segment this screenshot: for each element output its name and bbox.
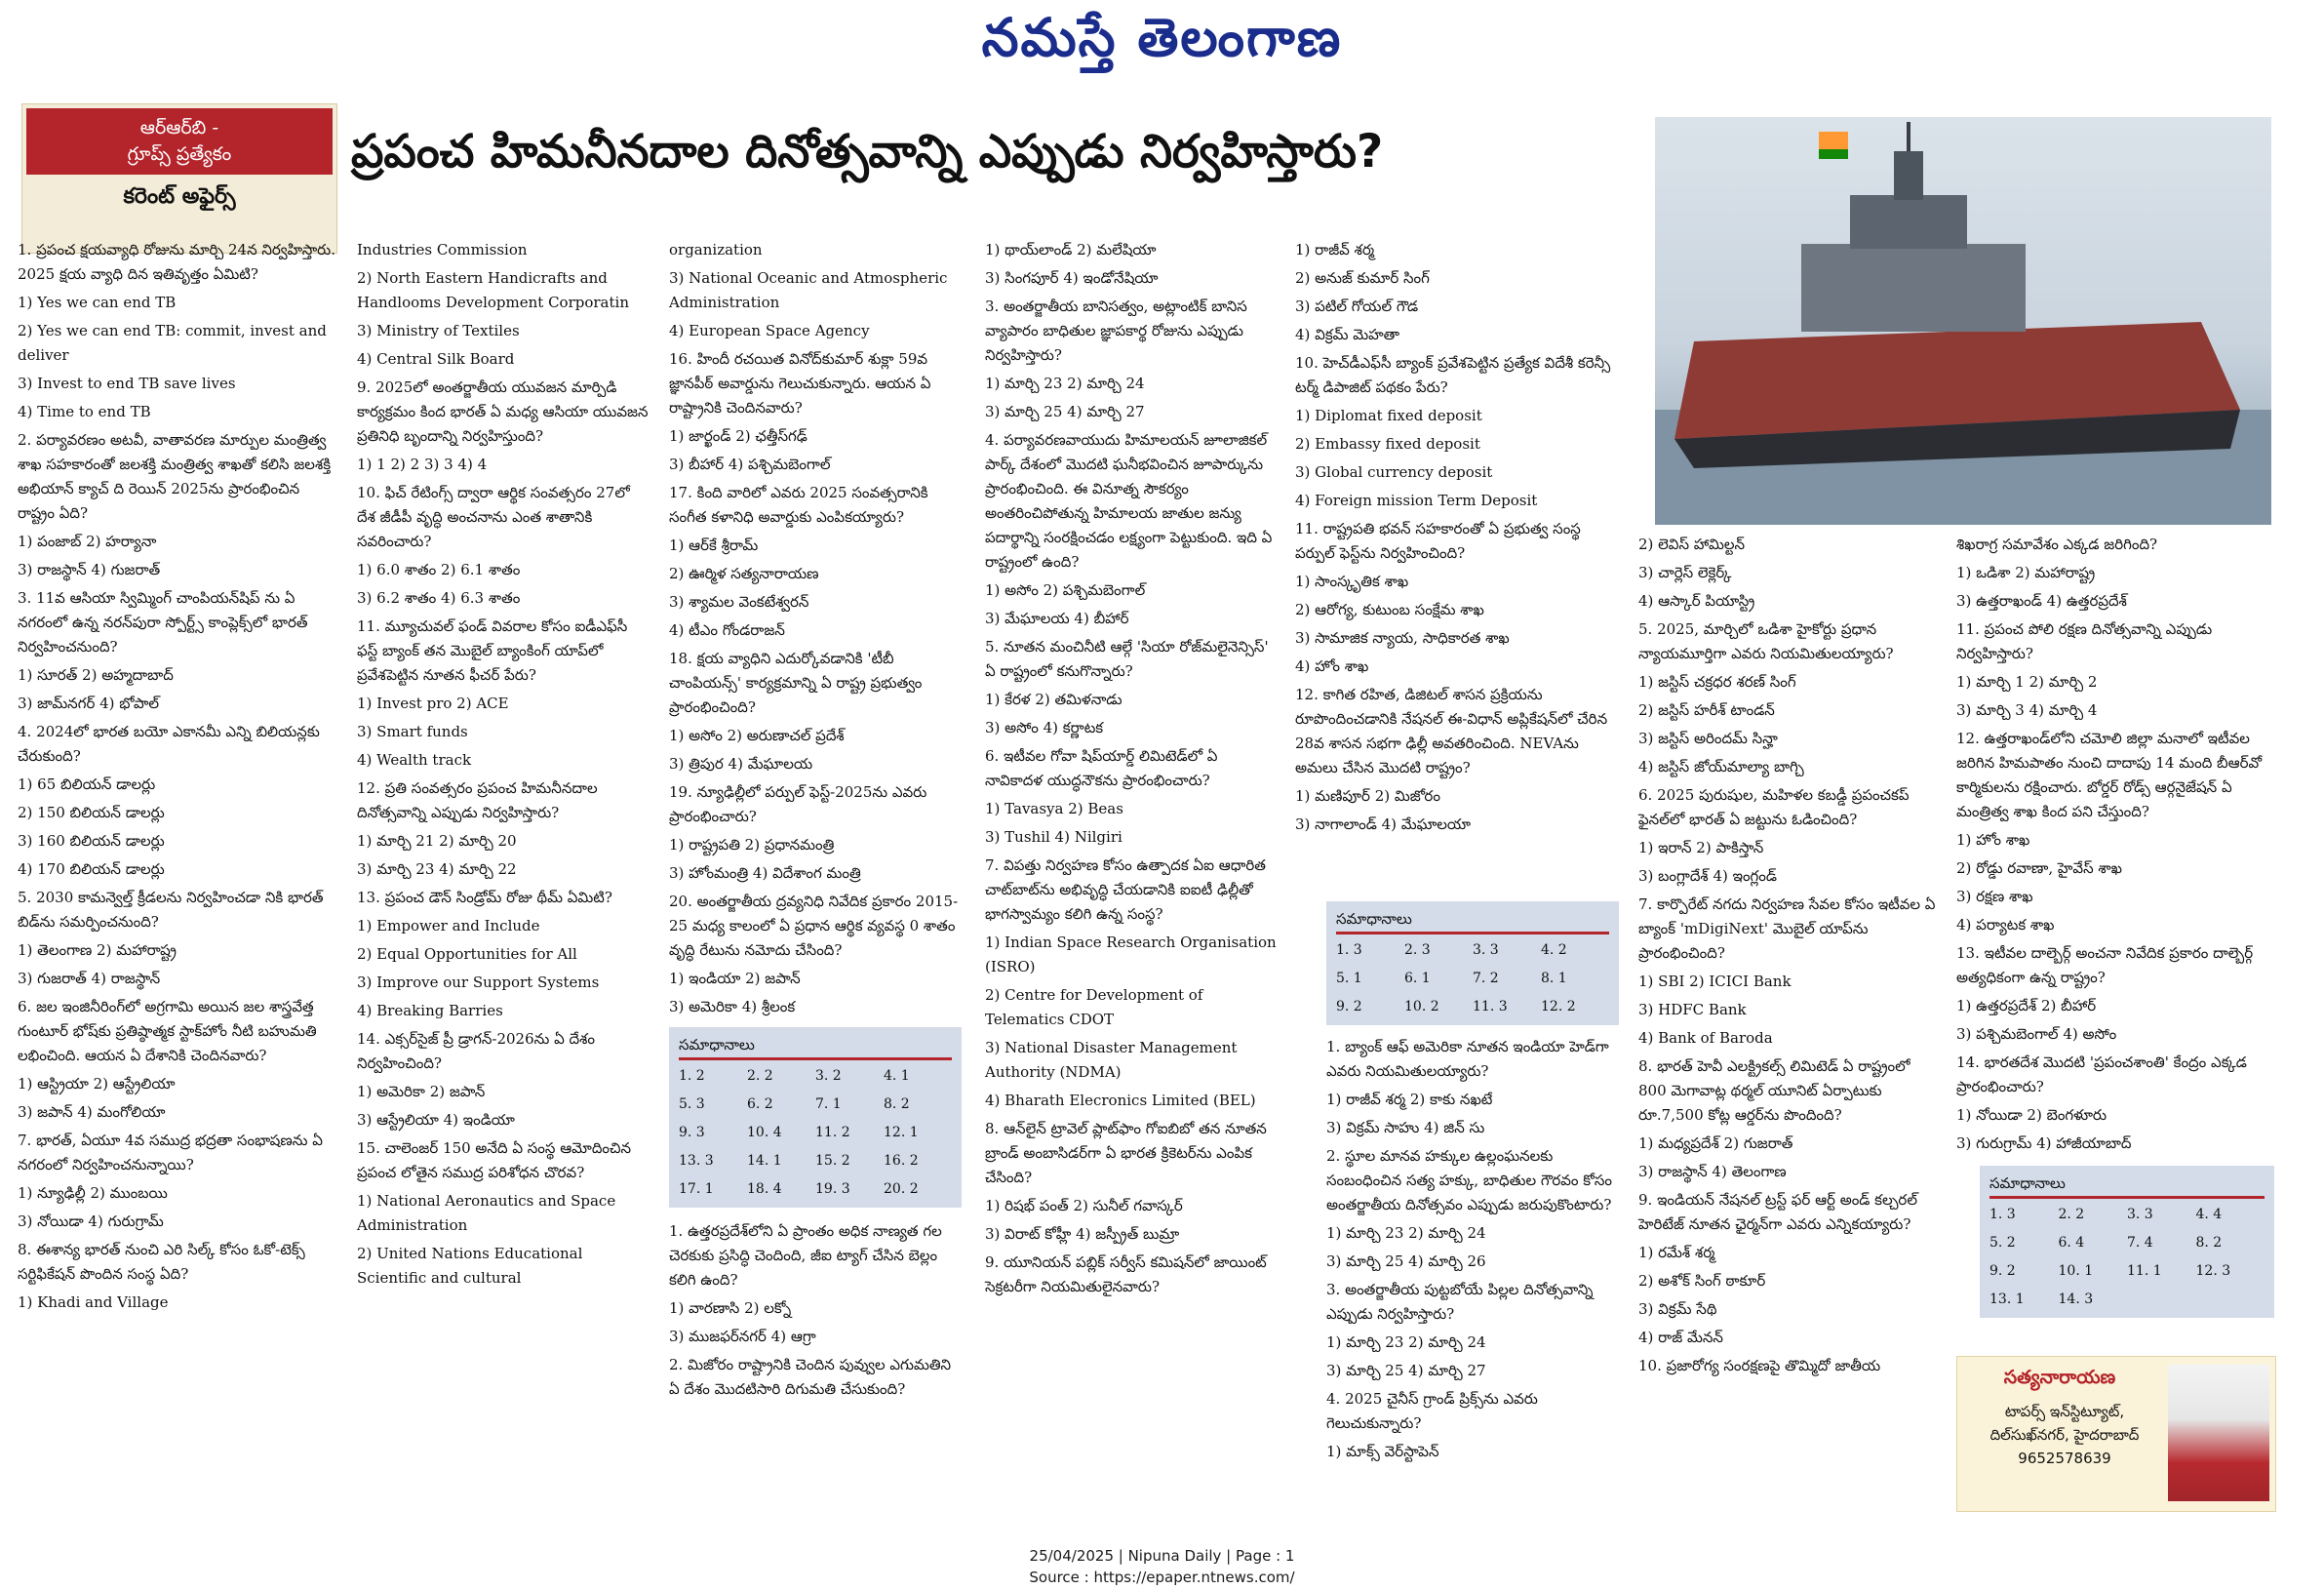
question-line: 2) ఆరోగ్య, కుటుంబ సంక్షేమ శాఖ — [1295, 601, 1484, 618]
answer-item: 4. 4 — [2195, 1207, 2223, 1222]
question-line: 1) అసోం 2) పశ్చిమబెంగాల్ — [985, 581, 1146, 599]
question-line: 1) మార్చి 23 2) మార్చి 24 — [1326, 1333, 1486, 1351]
answer-item: 14. 3 — [2058, 1292, 2094, 1307]
column-5-lower — [1326, 901, 1619, 1468]
question-line: 4) విక్రమ్ మెహతా — [1295, 326, 1400, 343]
question-line: 6. జల ఇంజినీరింగ్‌లో అగ్రగామి అయిన జల శాస్త్రవేత్త గుంటూర్ భోష్‌కు ప్రతిష్ఠాత్మక స్టాక్‌హోం నీటి బహుమతి లభించింది. ఆయన ఏ దేశానికి చెందినవారు? — [18, 998, 317, 1064]
question-line: 12. ఉత్తరాఖండ్‌లోని చమోలి జిల్లా మనాలో ఇటీవల జరిగిన హిమపాతం నుంచి దాదాపు 14 మంది బీఆర్‌వో కార్మికులను రక్షించారు. బోర్డర్ రోడ్స్ ఆర్గనైజేషన్ ఏ మంత్రిత్వ శాఖ కింద పని చేస్తుంది? — [1956, 730, 2263, 820]
question-line: 3. అంతర్జాతీయ బానిసత్వం, అట్లాంటిక్ బానిస వ్యాపారం బాధితుల జ్ఞాపకార్థ రోజును ఎప్పుడు నిర్వహిస్తారు? — [985, 298, 1247, 364]
answer-item: 11. 1 — [2127, 1263, 2162, 1279]
answers-box-1 — [669, 1027, 962, 1208]
question-line: 10. హెచ్‌డీఎఫ్‌సీ బ్యాంక్ ప్రవేశపెట్టిన ప్రత్యేక విదేశీ కరెన్సీ టర్మ్ డిపాజిట్ పథకం పేరు? — [1295, 354, 1611, 396]
question-line: 3) అసోం 4) కర్ణాటక — [985, 719, 1104, 736]
answer-item: 7. 4 — [2127, 1235, 2153, 1251]
question-line: 3) Ministry of Textiles — [357, 322, 520, 339]
question-line: 4) పర్యాటక శాఖ — [1956, 916, 2055, 934]
question-line: 3) నాగాలాండ్ 4) మేఘాలయా — [1295, 815, 1472, 833]
question-line: 2) Yes we can end TB: commit, invest and deliver — [18, 322, 327, 364]
question-line: 14. ఎక్సర్‌సైజ్ ప్రీ డ్రాగన్-2026ను ఏ దేశం నిర్వహించింది? — [357, 1030, 595, 1072]
question-line: 3) 6.2 శాతం 4) 6.3 శాతం — [357, 589, 521, 607]
question-line: 4) 170 బిలియన్ డాలర్లు — [18, 860, 165, 878]
question-line: 3) National Disaster Management Authority (NDMA) — [985, 1039, 1238, 1081]
question-line: 1) మార్చి 21 2) మార్చి 20 — [357, 832, 517, 850]
question-line: 1) తెలంగాణ 2) మహారాష్ట్ర — [18, 941, 177, 959]
question-line: 1) రాజీవ్ శర్మ — [1295, 241, 1375, 258]
question-line: 3) సింగపూర్ 4) ఇండోనేషియా — [985, 269, 1159, 287]
question-line: 2) అనుజ్ కుమార్ సింగ్ — [1295, 269, 1430, 287]
author-name: సత్యనారాయణ — [2003, 1367, 2116, 1388]
question-line: 3) మార్చి 25 4) మార్చి 26 — [1326, 1252, 1486, 1270]
question-line: 1) అమెరికా 2) జపాన్ — [357, 1083, 486, 1100]
headline: ప్రపంచ హిమనీనదాల దినోత్సవాన్ని ఎప్పుడు నిర్వహిస్తారు? — [351, 125, 1384, 179]
answer-item: 14. 1 — [747, 1153, 782, 1169]
question-line: 3) మార్చి 25 4) మార్చి 27 — [985, 403, 1145, 420]
answer-item: 2. 2 — [747, 1068, 773, 1084]
question-line: 1) ఇండియా 2) జపాన్ — [669, 970, 801, 987]
question-line: 6. 2025 పురుషుల, మహిళల కబడ్డీ ప్రపంచకప్ ఫైనల్‌లో భారత్ ఏ జట్టును ఓడించింది? — [1638, 786, 1910, 828]
question-line: 3) గుజరాత్ 4) రాజస్థాన్ — [18, 970, 161, 987]
question-line: 11. రాష్ట్రపతి భవన్ సహకారంతో ఏ ప్రభుత్వ సంస్థ పర్పుల్ ఫెస్ట్‌ను నిర్వహించింది? — [1295, 520, 1581, 562]
question-line: 1) మార్చి 23 2) మార్చి 24 — [985, 375, 1145, 392]
section-tag — [21, 103, 337, 254]
question-line: 4) Wealth track — [357, 751, 472, 769]
question-line: 3) హోంమంత్రి 4) విదేశాంగ మంత్రి — [669, 864, 861, 882]
question-line: 1. బ్యాంక్ ఆఫ్ అమెరికా నూతన ఇండియా హెడ్‌గా ఎవరు నియమితులయ్యారు? — [1326, 1038, 1609, 1080]
answer-item: 13. 1 — [1989, 1292, 2025, 1307]
column-1 — [18, 238, 339, 1319]
question-line: 1) థాయ్‌లాండ్ 2) మలేషియా — [985, 241, 1157, 258]
answer-item: 17. 1 — [679, 1181, 714, 1197]
question-line: 3) National Oceanic and Atmospheric Administration — [669, 269, 948, 311]
question-line: 1) రిషభ్ పంత్ 2) సునీల్ గవాస్కర్ — [985, 1197, 1183, 1214]
question-line: 3) HDFC Bank — [1638, 1001, 1747, 1018]
question-line: 6. ఇటీవల గోవా షిప్‌యార్డ్ లిమిటెడ్‌లో ఏ నావికాదళ యుద్ధనౌకను ప్రారంభించారు? — [985, 747, 1218, 789]
answers-title: సమాధానాలు — [1336, 907, 1609, 934]
question-line: 1) రాజీవ్ శర్మ 2) కాకు నఖటే — [1326, 1091, 1493, 1108]
question-line: 7. భారత్, ఏయూ 4వ సముద్ర భద్రతా సంభాషణను ఏ నగరంలో నిర్వహించనున్నాయి? — [18, 1132, 323, 1173]
question-line: 1) Tavasya 2) Beas — [985, 800, 1123, 817]
question-line: 3) గురుగ్రామ్ 4) హాజీయాబాద్ — [1956, 1134, 2132, 1152]
question-line: 12. కాగిత రహిత, డిజిటల్ శాసన ప్రక్రియను రూపొందించడానికి నేషనల్ ఈ-విధాన్ అప్లికేషన్‌లో చేరిన 28వ శాసన సభగా ఢిల్లీ అవతరించింది. NEVAను అమలు చేసిన మొదటి రాష్ట్రం? — [1295, 686, 1608, 776]
answer-item: 15. 2 — [815, 1153, 850, 1169]
question-line: 5. నూతన మంచినీటి ఆల్గే 'సియా రోజ్‌మలైనెన్సిస్' ఏ రాష్ట్రంలో కనుగొన్నారు? — [985, 638, 1269, 680]
question-line: 4) Foreign mission Term Deposit — [1295, 492, 1538, 509]
answer-item: 12. 3 — [2195, 1263, 2231, 1279]
question-line: 3) రాజస్థాన్ 4) తెలంగాణ — [1638, 1163, 1787, 1180]
question-line: 2) United Nations Educational Scientific and cultural — [357, 1245, 583, 1287]
question-line: 1) న్యూఢిల్లీ 2) ముంబయి — [18, 1184, 168, 1202]
question-line: 1) మార్చి 1 2) మార్చి 2 — [1956, 673, 2098, 691]
question-line: 1) Empower and Include — [357, 917, 540, 934]
answer-item: 3. 3 — [1473, 942, 1499, 958]
question-line: 3) జస్టిస్ అరిందమ్ సిన్హా — [1638, 730, 1778, 747]
question-line: 4) Bank of Baroda — [1638, 1029, 1773, 1047]
question-line: 4. పర్యావరణవాయుదు హిమాలయన్ జూలాజికల్ పార్క్ దేశంలో మొదటి ఘనీభవించిన జూపార్కును ప్రారంభించింది. ఈ వినూత్న సౌకర్యం అంతరించిపోతున్న హిమాలయ జాతుల జన్యు పదార్థాన్ని సంరక్షించడం లక్ష్యంగా పెట్టుకుంది. ఇది ఏ రాష్ట్రంలో ఉంది? — [985, 431, 1273, 571]
question-line: 1) ఆర్‌కే శ్రీరామ్ — [669, 537, 759, 554]
section-tag-line2: గ్రూప్స్ ప్రత్యేకం — [127, 143, 232, 165]
question-line: 4) Time to end TB — [18, 403, 151, 420]
answer-item: 11. 3 — [1473, 999, 1508, 1014]
answer-item: 1. 3 — [1336, 942, 1362, 958]
question-line: 3) మేఘాలయ 4) బీహార్ — [985, 610, 1129, 627]
question-line: 3) త్రిపుర 4) మేఘాలయ — [669, 755, 813, 773]
question-line: 3) చార్లెస్ లెక్లెర్క్ — [1638, 564, 1732, 581]
question-line: 1) మాక్స్ వెర్‌స్టాపెన్ — [1326, 1443, 1439, 1460]
ship-photo — [1655, 117, 2271, 525]
question-line: 1) Diplomat fixed deposit — [1295, 407, 1482, 424]
answer-item: 19. 3 — [815, 1181, 850, 1197]
answer-item: 12. 1 — [884, 1125, 919, 1140]
column-7 — [1956, 533, 2274, 1318]
question-line: 4) జస్టిస్ జోయ్‌మాల్యా బాగ్చి — [1638, 758, 1804, 775]
question-line: 13. ఇటీవల దాల్బెర్గ్ అంచనా నివేదిక ప్రకారం దాల్బెర్గ్ అత్యధికంగా ఉన్న రాష్ట్రం? — [1956, 944, 2254, 986]
question-line: 5. 2025, మార్చిలో ఒడిశా హైకోర్టు ప్రధాన న్యాయమూర్తిగా ఎవరు నియమితులయ్యారు? — [1638, 620, 1894, 662]
question-line: 3) బీహార్ 4) పశ్చిమబెంగాల్ — [669, 456, 831, 473]
question-line: 1) నోయిడా 2) బెంగళూరు — [1956, 1106, 2107, 1124]
question-line: 4) టీఎం గోండరాజన్ — [669, 621, 785, 639]
question-line: 2. స్థూల మానవ హక్కుల ఉల్లంఘనలకు సంబంధించిన సత్య హక్కు, బాధితుల గౌరవం కోసం అంతర్జాతీయ దినోత్సవం ఎప్పుడు జరుపుకొంటారు? — [1326, 1147, 1613, 1213]
answers-box-2 — [1326, 901, 1619, 1025]
author-phone: 9652578639 — [2018, 1450, 2111, 1467]
question-line: 1) Yes we can end TB — [18, 294, 177, 311]
question-line: 10. ఫిచ్ రేటింగ్స్ ద్వారా ఆర్థిక సంవత్సరం 27లో దేశ జీడీపీ వృద్ధి అంచనాను ఎంత శాతానికి సవరించారు? — [357, 484, 630, 550]
question-line: 10. ప్రజారోగ్య సంరక్షణపై తొమ్మిదో జాతీయ — [1638, 1357, 1881, 1374]
question-line: 4) ఆస్కార్ పియాస్ట్రి — [1638, 592, 1755, 610]
question-line: 9. 2025లో అంతర్జాతీయ యువజన మార్పిడి కార్యక్రమం కింద భారత్ ఏ మధ్య ఆసియా యువజన ప్రతినిధి బృందాన్ని నిర్వహిస్తుంది? — [357, 378, 649, 445]
answer-item: 7. 1 — [815, 1096, 842, 1112]
question-line: 1) మధ్యప్రదేశ్ 2) గుజరాత్ — [1638, 1134, 1793, 1152]
question-line: 3) జామ్‌నగర్ 4) భోపాల్ — [18, 695, 160, 712]
author-details — [1967, 1400, 2162, 1470]
question-line: 2) Embassy fixed deposit — [1295, 435, 1480, 453]
question-line: 1) ఉత్తరప్రదేశ్ 2) బీహార్ — [1956, 997, 2097, 1014]
question-line: 2) అశోక్ సింగ్ ఠాకూర్ — [1638, 1272, 1766, 1290]
question-line: 1) రాష్ట్రపతి 2) ప్రధానమంత్రి — [669, 836, 835, 854]
answer-item: 9. 2 — [1989, 1263, 2016, 1279]
section-tag-line1: ఆర్ఆర్‌బి - — [139, 117, 219, 139]
author-photo — [2168, 1365, 2269, 1501]
question-line: Industries Commission — [357, 241, 528, 258]
question-line: 3) మార్చి 23 4) మార్చి 22 — [357, 860, 517, 878]
question-line: 5. 2030 కామన్వెల్త్ క్రీడలను నిర్వహించడా నికి భారత్ బిడ్‌ను సమర్పించనుంది? — [18, 889, 324, 931]
answer-item: 4. 1 — [884, 1068, 910, 1084]
answer-item: 6. 2 — [747, 1096, 773, 1112]
question-line: 1) ఒడిశా 2) మహారాష్ట్ర — [1956, 564, 2096, 581]
question-line: 18. క్షయ వ్యాధిని ఎదుర్కోవడానికి 'టీబీ చాంపియన్స్' కార్యక్రమాన్ని ఏ రాష్ట్ర ప్రభుత్వం ప్రారంభించింది? — [669, 650, 923, 716]
author-institute: టాపర్స్ ఇన్‌స్టిట్యూట్, — [2004, 1403, 2125, 1420]
question-line: 8. భారత్ హెవీ ఎలక్ట్రికల్స్ లిమిటెడ్ ఏ రాష్ట్రంలో 800 మెగావాట్ల థర్మల్ యూనిట్ ఏర్పాటుకు రూ.7,500 కోట్ల ఆర్డర్‌ను పొందింది? — [1638, 1057, 1910, 1124]
answer-item: 11. 2 — [815, 1125, 850, 1140]
ship-illustration — [1655, 117, 2271, 525]
section-tag-banner — [26, 108, 333, 175]
question-line: 9. యూనియన్ పబ్లిక్ సర్వీస్ కమిషన్‌లో జాయింట్ సెక్రటరీగా నియమితులైనవారు? — [985, 1253, 1267, 1295]
question-line: 3) పశ్చిమబెంగాల్ 4) అసోం — [1956, 1025, 2117, 1043]
question-line: 3) Global currency deposit — [1295, 463, 1493, 481]
question-line: 1) SBI 2) ICICI Bank — [1638, 973, 1792, 990]
question-line: 1) ఆస్ట్రియా 2) ఆస్ట్రేలియా — [18, 1075, 176, 1093]
answer-item: 12. 2 — [1541, 999, 1576, 1014]
answer-item: 20. 2 — [884, 1181, 919, 1197]
question-line: 1) సాంస్కృతిక శాఖ — [1295, 573, 1409, 590]
answer-item: 3. 3 — [2127, 1207, 2153, 1222]
answer-item: 7. 2 — [1473, 971, 1499, 986]
answer-item: 1. 2 — [679, 1068, 705, 1084]
answer-item: 8. 1 — [1541, 971, 1567, 986]
question-line: 16. హిందీ రచయిత వినోద్‌కుమార్ శుక్లా 59వ జ్ఞానపీఠ్ అవార్డును గెలుచుకున్నారు. ఆయన ఏ రాష్ట్రానికి చెందినవారు? — [669, 350, 931, 417]
question-line: 1) 1 2) 2 3) 3 4) 4 — [357, 456, 488, 473]
question-line: 2. పర్యావరణం అటవీ, వాతావరణ మార్పుల మంత్రిత్వ శాఖ సహకారంతో జలశక్తి మంత్రిత్వ శాఖతో కలిసి జలశక్తి అభియాన్ క్యాచ్ ది రెయిన్ 2025ను ప్రారంభించిన రాష్ట్రం ఏది? — [18, 431, 332, 522]
question-line: 2) North Eastern Handicrafts and Handlooms Development Corporatin — [357, 269, 629, 311]
question-line: 1) రమేశ్ శర్మ — [1638, 1244, 1715, 1261]
answer-item: 1. 3 — [1989, 1207, 2016, 1222]
question-line: 2) 150 బిలియన్ డాలర్లు — [18, 804, 165, 821]
question-line: 3) రక్షణ శాఖ — [1956, 888, 2033, 905]
question-line: 3) మార్చి 25 4) మార్చి 27 — [1326, 1362, 1486, 1379]
question-line: 2) Equal Opportunities for All — [357, 945, 577, 963]
answers-title: సమాధానాలు — [679, 1033, 952, 1060]
question-line: 1) ఇరాన్ 2) పాకిస్తాన్ — [1638, 839, 1764, 856]
question-line: శిఖరాగ్ర సమావేశం ఎక్కడ జరిగింది? — [1956, 536, 2158, 553]
question-line: 1) 6.0 శాతం 2) 6.1 శాతం — [357, 561, 521, 578]
column-5 — [1295, 238, 1617, 841]
question-line: 3) 160 బిలియన్ డాలర్లు — [18, 832, 165, 850]
question-line: 4. 2024లో భారత బయో ఎకానమీ ఎన్ని బిలియన్లకు చేరుకుంది? — [18, 723, 320, 765]
column-4 — [985, 238, 1278, 1303]
footer-date: 25/04/2025 | Nipuna Daily | Page : 1 — [1029, 1547, 1295, 1565]
footer — [0, 1545, 2324, 1588]
column-6 — [1638, 533, 1941, 1382]
answers-title: సమాధానాలు — [1989, 1172, 2265, 1199]
question-line: 15. చాలెంజర్ 150 అనేది ఏ సంస్థ ఆమోదించిన ప్రపంచ లోతైన సముద్ర పరిశోధన చొరవ? — [357, 1139, 632, 1181]
answer-item: 8. 2 — [884, 1096, 910, 1112]
question-line: organization — [669, 241, 763, 258]
author-card — [1956, 1356, 2276, 1512]
question-line: 7. విపత్తు నిర్వహణ కోసం ఉత్పాదక ఏఐ ఆధారిత చాట్‌బాట్‌ను అభివృద్ధి చేయడానికి ఐఐటీ ఢిల్లీతో భాగస్వామ్యం కలిగి ఉన్న సంస్థ? — [985, 856, 1266, 923]
section-tag-title: కరెంట్ అఫైర్స్ — [123, 184, 236, 209]
question-line: 3) శ్యామల వెంకటేశ్వరన్ — [669, 593, 809, 611]
question-line: 2) ఊర్మిళ సత్యనారాయణ — [669, 565, 819, 582]
answer-item: 6. 4 — [2058, 1235, 2085, 1251]
question-line: 3) విరాట్ కోహ్లీ 4) జస్ప్రీత్ బుమ్రా — [985, 1225, 1180, 1243]
question-line: 3) ఉత్తరాఖండ్ 4) ఉత్తరప్రదేశ్ — [1956, 592, 2127, 610]
question-line: 1. ప్రపంచ క్షయవ్యాధి రోజును మార్చి 24న నిర్వహిస్తారు. 2025 క్షయ వ్యాధి దిన ఇతివృత్తం ఏమిటి? — [18, 241, 336, 283]
question-line: 1) Indian Space Research Organisation (ISRO) — [985, 934, 1277, 975]
question-line: 1) పంజాబ్ 2) హర్యానా — [18, 533, 157, 550]
question-line: 1) హోం శాఖ — [1956, 831, 2030, 849]
question-line: 4) Central Silk Board — [357, 350, 515, 368]
question-line: 1) మణిపూర్ 2) మిజోరం — [1295, 787, 1440, 805]
question-line: 4. 2025 చైనీస్ గ్రాండ్ ప్రిక్స్‌ను ఎవరు గెలుచుకున్నారు? — [1326, 1390, 1538, 1432]
answer-item: 9. 3 — [679, 1125, 705, 1140]
question-line: 3) నోయిడా 4) గురుగ్రామ్ — [18, 1212, 164, 1230]
column-2 — [357, 238, 650, 1294]
question-line: 14. భారతదేశ మొదటి 'ప్రపంచశాంతి' కేంద్రం ఎక్కడ ప్రారంభించారు? — [1956, 1053, 2247, 1095]
question-line: 3. అంతర్జాతీయ పుట్టబోయే పిల్లల దినోత్సవాన్ని ఎప్పుడు నిర్వహిస్తారు? — [1326, 1281, 1594, 1323]
question-line: 11. మ్యూచువల్ ఫండ్ వివరాల కోసం ఐడీఎఫ్‌సీ ఫస్ట్ బ్యాంక్ తన మొబైల్ బ్యాంకింగ్ యాప్‌లో ప్రవేశపెట్టిన నూతన ఫీచర్ పేరు? — [357, 617, 628, 684]
question-line: 3) మార్చి 3 4) మార్చి 4 — [1956, 701, 2098, 719]
answer-item: 8. 2 — [2195, 1235, 2223, 1251]
question-line: 2) రోడ్డు రవాణా, హైవేస్ శాఖ — [1956, 859, 2122, 877]
question-line: 3) Invest to end TB save lives — [18, 375, 236, 392]
answer-item: 13. 3 — [679, 1153, 714, 1169]
question-line: 1) Invest pro 2) ACE — [357, 695, 509, 712]
answer-item: 9. 2 — [1336, 999, 1362, 1014]
question-line: 3) ముజఫర్‌నగర్ 4) ఆగ్రా — [669, 1328, 816, 1345]
question-line: 13. ప్రపంచ డౌన్ సిండ్రోమ్ రోజు థీమ్ ఏమిటి? — [357, 889, 612, 906]
answer-item: 10. 2 — [1404, 999, 1439, 1014]
question-line: 19. న్యూఢిల్లీలో పర్పుల్ ఫెస్ట్-2025ను ఎవరు ప్రారంభించారు? — [669, 783, 927, 825]
question-line: 1) అసోం 2) అరుణాచల్ ప్రదేశ్ — [669, 727, 845, 744]
answer-item: 10. 4 — [747, 1125, 782, 1140]
question-line: 2) జస్టిస్ హరీశ్ టాండన్ — [1638, 701, 1775, 719]
author-location: దిల్‌సుఖ్‌నగర్, హైదరాబాద్ — [1989, 1426, 2140, 1444]
answer-item: 3. 2 — [815, 1068, 842, 1084]
question-line: 2) Centre for Development of Telematics CDOT — [985, 986, 1203, 1028]
question-line: 1) మార్చి 23 2) మార్చి 24 — [1326, 1224, 1486, 1242]
question-line: 3) అమెరికా 4) శ్రీలంక — [669, 998, 796, 1015]
question-line: 9. ఇండియన్ నేషనల్ ట్రస్ట్ ఫర్ ఆర్ట్ అండ్ కల్చరల్ హెరిటేజ్ నూతన ఛైర్మన్‌గా ఎవరు ఎన్నికయ్యారు? — [1638, 1191, 1917, 1233]
question-line: 3) ఆస్ట్రేలియా 4) ఇండియా — [357, 1111, 515, 1129]
question-line: 7. కార్పొరేట్ నగదు నిర్వహణ సేవల కోసం ఇటీవల ఏ బ్యాంక్ 'mDigiNext' మొబైల్ యాప్‌ను ప్రారంభించింది? — [1638, 895, 1936, 962]
question-line: 3) బంగ్లాదేశ్ 4) ఇంగ్లండ్ — [1638, 867, 1777, 885]
question-line: 4) Breaking Barries — [357, 1002, 503, 1019]
masthead-logo: నమస్తే తెలంగాణ — [981, 6, 1343, 68]
question-line: 3. 11వ ఆసియా స్విమ్మింగ్ చాంపియన్‌షిప్ ను ఏ నగరంలో ఉన్న నరన్‌పురా స్పోర్ట్స్ కాంప్లెక్స్‌లో భారత్ నిర్వహించనుంది? — [18, 589, 308, 656]
answer-item: 2. 3 — [1404, 942, 1431, 958]
question-line: 1. ఉత్తరప్రదేశ్‌లోని ఏ ప్రాంతం అధిక నాణ్యత గల చెరకుకు ప్రసిద్ధి చెందింది, జీఐ ట్యాగ్ చేసిన బెల్లం కలిగి ఉంది? — [669, 1222, 942, 1289]
question-line: 3) Smart funds — [357, 723, 468, 740]
question-line: 12. ప్రతి సంవత్సరం ప్రపంచ హిమనీనదాల దినోత్సవాన్ని ఎప్పుడు నిర్వహిస్తారు? — [357, 779, 598, 821]
question-line: 1) జస్టిస్ చక్రధర శరణ్ సింగ్ — [1638, 673, 1796, 691]
question-line: 3) విక్రమ్ సేథి — [1638, 1300, 1717, 1318]
question-line: 2. మిజోరం రాష్ట్రానికి చెందిన పువ్వుల ఎగుమతిని ఏ దేశం మొదటిసారి దిగుమతి చేసుకుంది? — [669, 1356, 952, 1398]
question-line: 3) విక్రమ్ సాహు 4) జిన్ సు — [1326, 1119, 1485, 1136]
question-line: 1) National Aeronautics and Space Administration — [357, 1192, 616, 1234]
question-line: 1) కేరళ 2) తమిళనాడు — [985, 691, 1123, 708]
question-line: 2) లెవిస్ హామిల్టన్ — [1638, 536, 1745, 553]
column-3 — [669, 238, 962, 1406]
question-line: 1) జార్ఖండ్ 2) ఛత్తీస్‌గఢ్ — [669, 427, 807, 445]
question-line: 8. ఈశాన్య భారత్ నుంచి ఎరి సిల్క్ కోసం ఓకో-టెక్స్ సర్టిఫికేషన్ పొందిన సంస్థ ఏది? — [18, 1241, 305, 1283]
question-line: 8. ఆన్‌లైన్ ట్రావెల్ ప్లాట్‌ఫాం గోఐబిబో తన నూతన బ్రాండ్ అంబాసిడర్‌గా ఏ భారత క్రికెటర్‌ను ఎంపిక చేసింది? — [985, 1120, 1267, 1186]
answer-item: 5. 1 — [1336, 971, 1362, 986]
question-line: 3) Tushil 4) Nilgiri — [985, 828, 1123, 846]
question-line: 3) జపాన్ 4) మంగోలియా — [18, 1103, 166, 1121]
question-line: 11. ప్రపంచ పోలి రక్షణ దినోత్సవాన్ని ఎప్పుడు నిర్వహిస్తారు? — [1956, 620, 2213, 662]
question-line: 4) హోం శాఖ — [1295, 657, 1369, 675]
question-line: 1) వారణాసి 2) లక్నో — [669, 1299, 792, 1317]
answers-box-3 — [1980, 1166, 2274, 1318]
question-line: 3) సామాజిక న్యాయ, సాధికారత శాఖ — [1295, 629, 1510, 647]
question-line: 1) Khadi and Village — [18, 1293, 169, 1311]
question-line: 1) 65 బిలియన్ డాలర్లు — [18, 775, 156, 793]
footer-source: Source : https://epaper.ntnews.com/ — [1029, 1569, 1295, 1586]
question-line: 4) European Space Agency — [669, 322, 870, 339]
answer-item: 10. 1 — [2058, 1263, 2094, 1279]
question-line: 3) పటిల్ గోయల్ గౌడ — [1295, 298, 1419, 315]
question-line: 4) Bharath Elecronics Limited (BEL) — [985, 1092, 1256, 1109]
question-line: 4) రాజ్ మేనన్ — [1638, 1329, 1723, 1346]
question-line: 3) Improve our Support Systems — [357, 974, 600, 991]
answer-item: 16. 2 — [884, 1153, 919, 1169]
question-line: 17. కింది వారిలో ఎవరు 2025 సంవత్సరానికి సంగీత కళానిధి అవార్డుకు ఎంపికయ్యారు? — [669, 484, 928, 526]
answer-item: 6. 1 — [1404, 971, 1431, 986]
question-line: 3) రాజస్థాన్ 4) గుజరాత్ — [18, 561, 161, 578]
answer-item: 5. 3 — [679, 1096, 705, 1112]
answer-item: 2. 2 — [2058, 1207, 2085, 1222]
question-line: 20. అంతర్జాతీయ ద్రవ్యనిధి నివేదిక ప్రకారం 2015-25 మధ్య కాలంలో ఏ ప్రధాన ఆర్థిక వ్యవస్థ 0 శాతం వృద్ధి రేటును నమోదు చేసింది? — [669, 893, 959, 959]
question-line: 1) సూరత్ 2) అహ్మదాబాద్ — [18, 666, 174, 684]
answer-item: 18. 4 — [747, 1181, 782, 1197]
answer-item: 5. 2 — [1989, 1235, 2016, 1251]
answer-item: 4. 2 — [1541, 942, 1567, 958]
